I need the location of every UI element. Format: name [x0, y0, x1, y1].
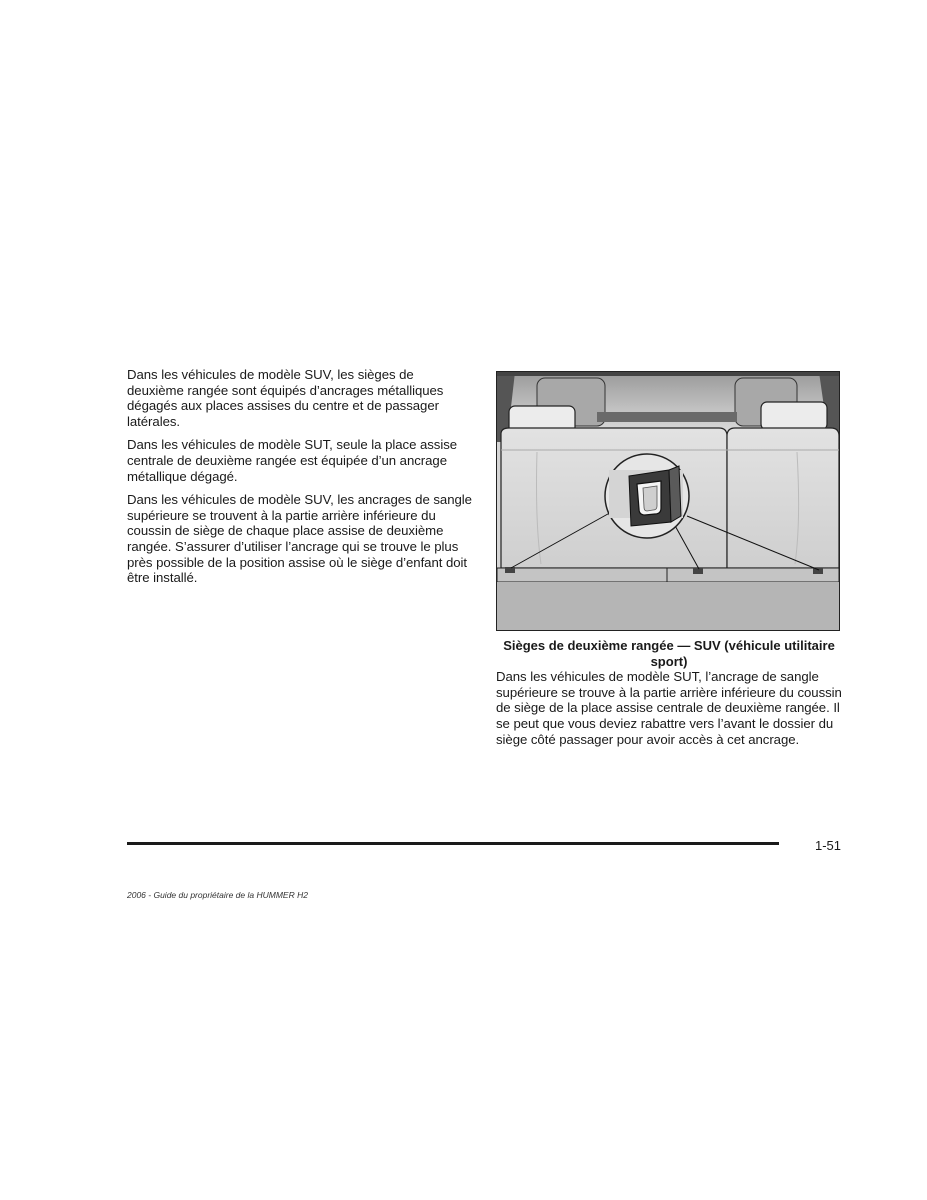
seat-illustration — [496, 371, 840, 631]
page-number: 1-51 — [814, 838, 841, 853]
right-column — [496, 371, 842, 755]
second-row-seats-drawing — [497, 372, 839, 630]
paragraph-sut-anchor: Dans les véhicules de modèle SUT, seule la place assise centrale de deuxième rangée est équipée d’un ancrage métallique dégagé. — [127, 437, 458, 484]
paragraph-sut-top-strap: Dans les véhicules de modèle SUT, l’ancrage de sangle supérieure se trouve à la partie arrière inférieure du coussin de siège de la place assise centrale de deuxième rangée. Il se peut que vous deviez rabattre vers l’avant le dossier du siège côté passager pour avoir accès à cet ancrage. — [496, 669, 842, 747]
figure-caption: Sièges de deuxième rangée — SUV (véhicule utilitaire sport) — [503, 638, 835, 669]
footer-rule — [127, 842, 779, 845]
paragraph-suv-top-strap: Dans les véhicules de modèle SUV, les ancrages de sangle supérieure se trouvent à la partie arrière inférieure du coussin de siège de chaque place assise de deuxième rangée. S’assurer d’utiliser l’ancrage qui se trouve le plus près possible de la position assise où le siège d’enfant doit être installé. — [127, 492, 472, 586]
footer-text: 2006 - Guide du propriétaire de la HUMMER H2 — [127, 890, 308, 900]
left-column — [127, 367, 472, 594]
paragraph-suv-anchors: Dans les véhicules de modèle SUV, les sièges de deuxième rangée sont équipés d’ancrages métalliques dégagés aux places assises du centre et de passager latérales. — [127, 367, 444, 429]
